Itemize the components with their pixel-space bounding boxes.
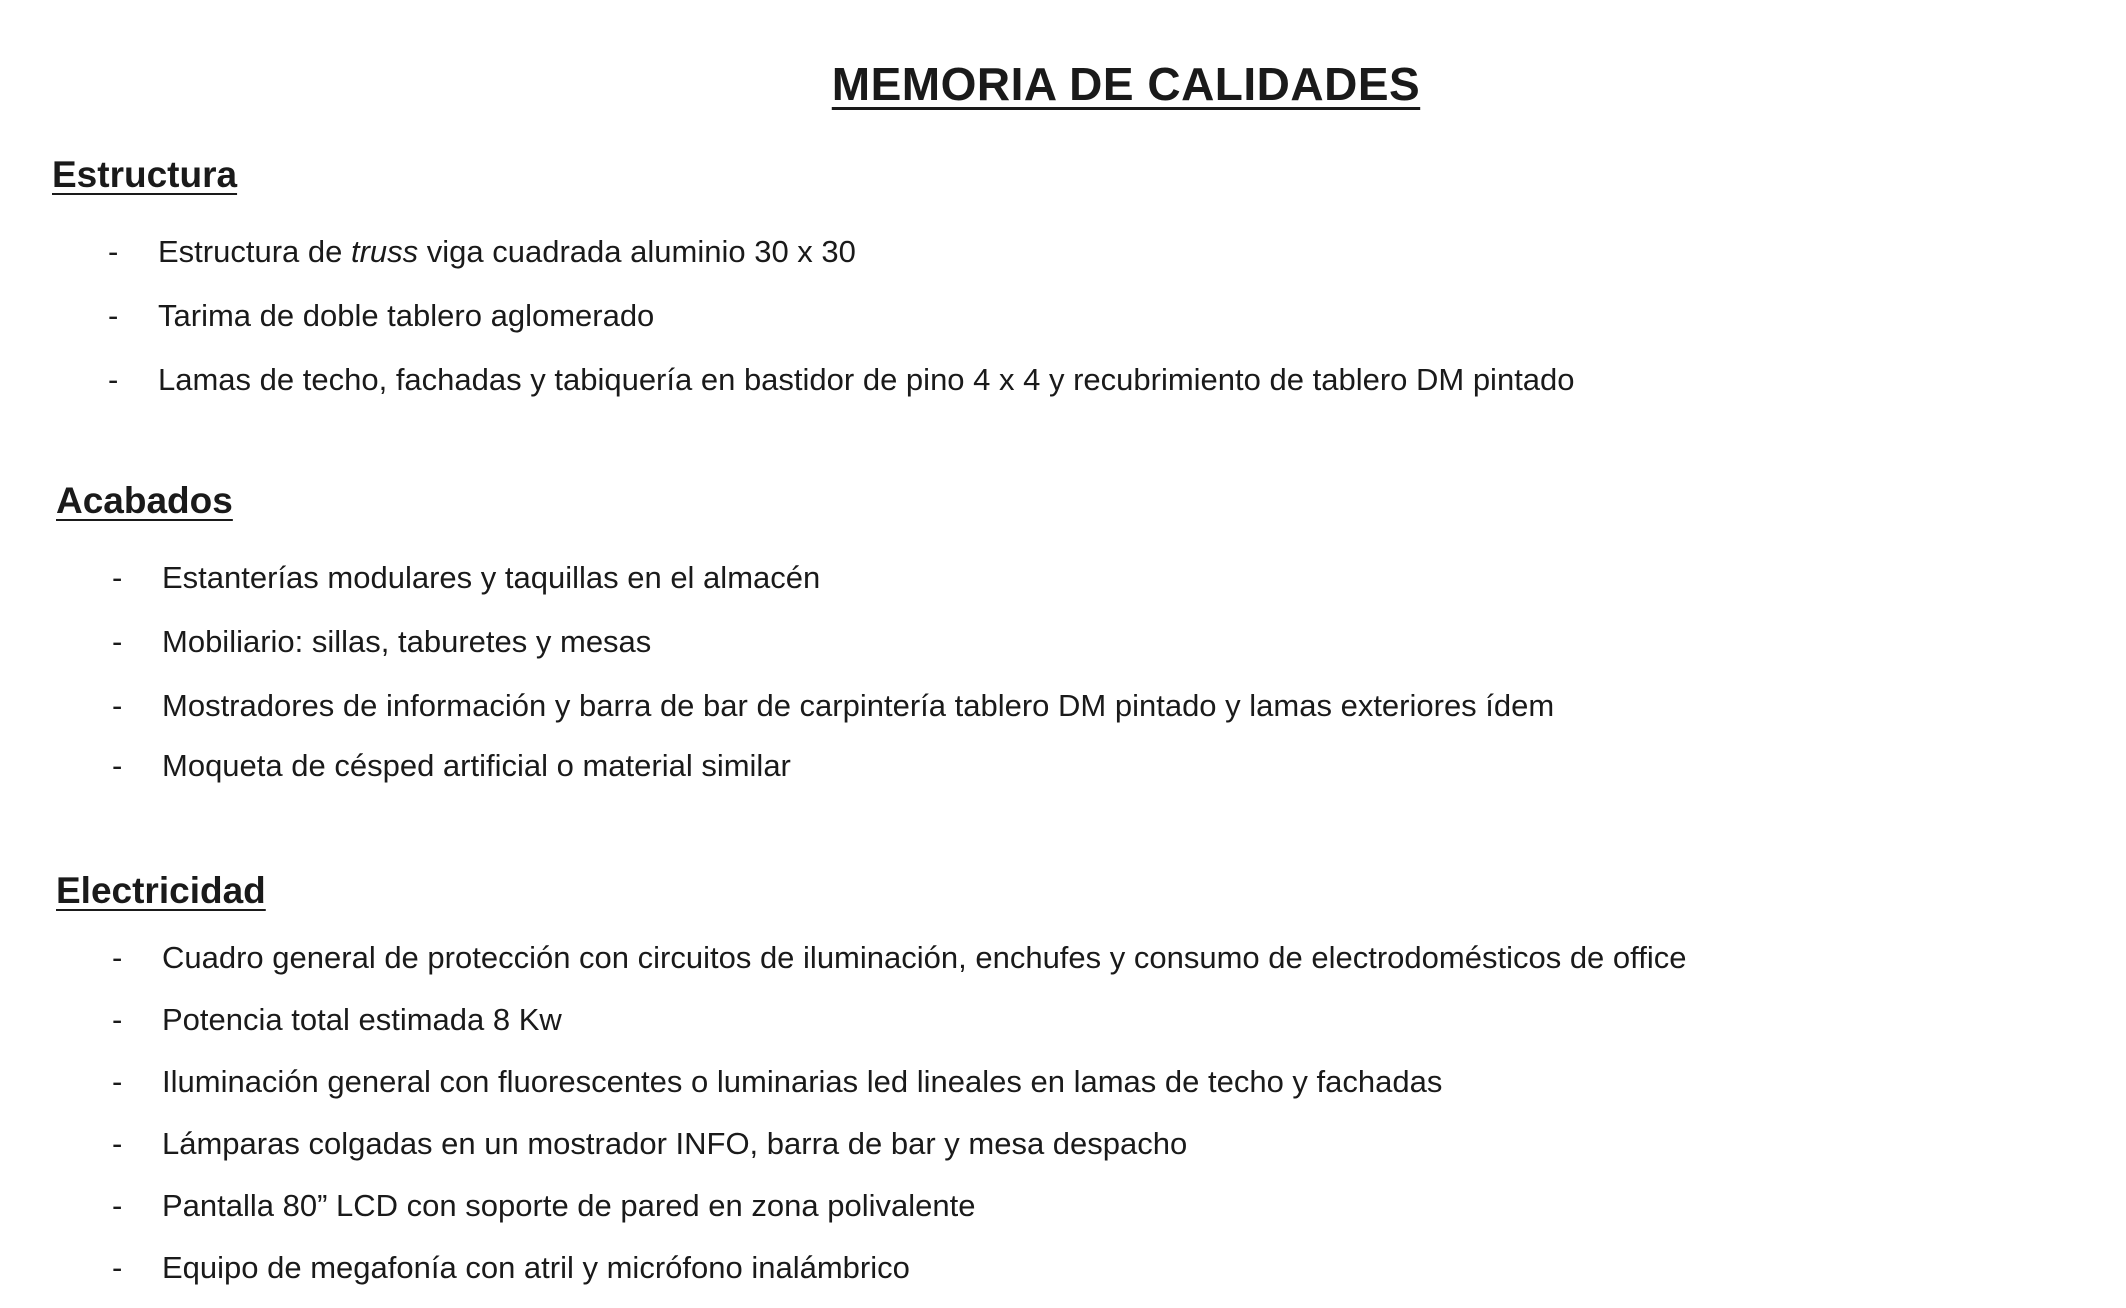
bullet-dash: - bbox=[112, 1126, 123, 1161]
list-item-text: Iluminación general con fluorescentes o luminarias led lineales en lamas de techo y fachadas bbox=[162, 1064, 1443, 1099]
list-item-text: Potencia total estimada 8 Kw bbox=[162, 1002, 562, 1037]
bullet-dash: - bbox=[112, 1002, 123, 1037]
list-item-text: Tarima de doble tablero aglomerado bbox=[158, 298, 655, 333]
bullet-dash: - bbox=[108, 298, 119, 333]
list-item-text: Mobiliario: sillas, taburetes y mesas bbox=[162, 624, 652, 659]
list-item-text: Lámparas colgadas en un mostrador INFO, barra de bar y mesa despacho bbox=[162, 1126, 1188, 1161]
document-title: MEMORIA DE CALIDADES bbox=[831, 58, 1421, 110]
section-heading-electricidad: Electricidad bbox=[56, 870, 266, 911]
list-item-text: Equipo de megafonía con atril y micrófono inalámbrico bbox=[162, 1250, 910, 1285]
list-item-text: Estanterías modulares y taquillas en el almacén bbox=[162, 560, 821, 595]
bullet-dash: - bbox=[112, 1250, 123, 1285]
bullet-dash: - bbox=[112, 560, 123, 595]
list-item-text: Cuadro general de protección con circuitos de iluminación, enchufes y consumo de electrodomésticos de office bbox=[162, 940, 1687, 975]
bullet-dash: - bbox=[112, 624, 123, 659]
list-item-text: Estructura de truss viga cuadrada aluminio 30 x 30 bbox=[158, 234, 856, 269]
section-heading-acabados: Acabados bbox=[56, 480, 233, 521]
list-item-text: Mostradores de información y barra de bar de carpintería tablero DM pintado y lamas exteriores ídem bbox=[162, 688, 1555, 723]
bullet-dash: - bbox=[112, 1064, 123, 1099]
bullet-dash: - bbox=[112, 1188, 123, 1223]
bullet-dash: - bbox=[112, 748, 123, 783]
bullet-dash: - bbox=[112, 940, 123, 975]
bullet-dash: - bbox=[108, 234, 119, 269]
bullet-dash: - bbox=[112, 688, 123, 723]
list-item-text: Pantalla 80” LCD con soporte de pared en zona polivalente bbox=[162, 1188, 976, 1223]
list-item-text: Moqueta de césped artificial o material similar bbox=[162, 748, 791, 783]
list-item-text: Lamas de techo, fachadas y tabiquería en bastidor de pino 4 x 4 y recubrimiento de tablero DM pintado bbox=[158, 362, 1575, 397]
bullet-dash: - bbox=[108, 362, 119, 397]
emphasis-text: truss bbox=[350, 234, 419, 269]
section-heading-estructura: Estructura bbox=[52, 154, 238, 195]
